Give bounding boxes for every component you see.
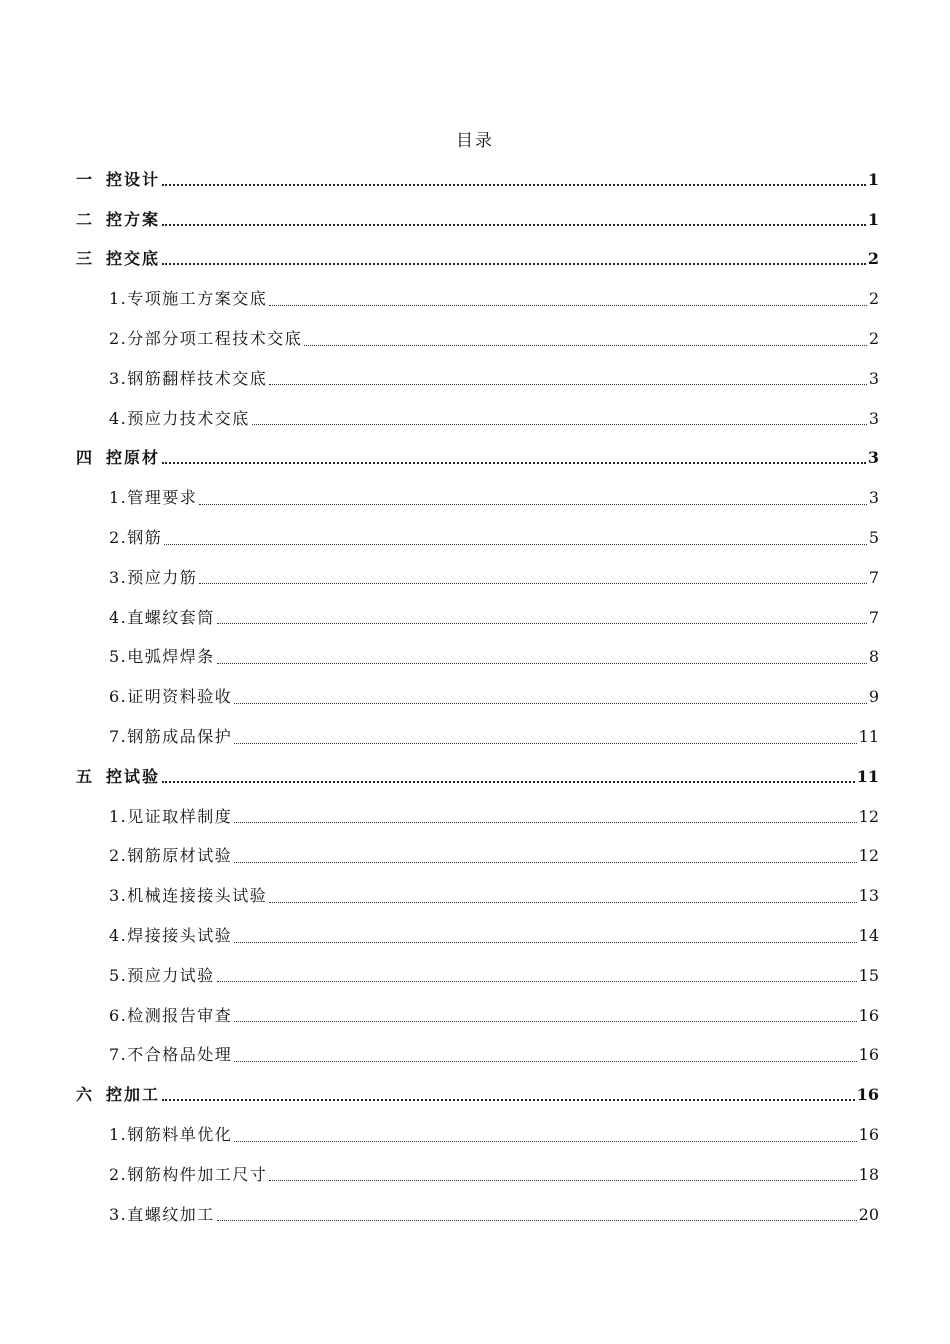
toc-entry-number: 5.: [109, 647, 128, 667]
dot-leader: [269, 384, 867, 385]
toc-entry-number: 六: [76, 1085, 93, 1105]
toc-entry-label: 钢筋: [127, 528, 163, 548]
dot-leader: [217, 663, 867, 664]
toc-entry-label: 控设计: [106, 169, 161, 189]
dot-leader: [199, 583, 867, 584]
toc-subsection-entry[interactable]: [76, 478, 879, 518]
toc-entry-label: 机械连接接头试验: [127, 886, 268, 906]
toc-subsection-entry[interactable]: [76, 558, 879, 598]
toc-entry-label: 见证取样制度: [127, 806, 233, 826]
toc-subsection-entry[interactable]: [76, 638, 879, 678]
toc-subsection-entry[interactable]: [76, 399, 879, 439]
toc-entry-page-number: 18: [858, 1164, 879, 1184]
toc-section-entry[interactable]: [76, 439, 879, 479]
toc-subsection-entry[interactable]: [76, 916, 879, 956]
toc-entry-page-number: 3: [868, 408, 879, 428]
toc-subsection-entry[interactable]: [76, 797, 879, 837]
toc-entry-page-number: 11: [858, 727, 879, 747]
dot-leader: [234, 942, 856, 943]
toc-entry-label: 直螺纹套筒: [127, 607, 215, 627]
toc-entry-number: 6.: [109, 1005, 128, 1025]
toc-entry-label: 控交底: [106, 249, 161, 269]
dot-leader: [234, 862, 856, 863]
dot-leader: [304, 345, 867, 346]
toc-entry-page-number: 14: [858, 926, 879, 946]
toc-list: [76, 160, 879, 1235]
toc-entry-page-number: 9: [868, 687, 879, 707]
toc-entry-label: 不合格品处理: [127, 1045, 233, 1065]
dot-leader: [164, 544, 867, 545]
toc-entry-label: 检测报告审查: [127, 1005, 233, 1025]
dot-leader: [234, 1021, 856, 1022]
toc-entry-label: 钢筋翻样技术交底: [127, 368, 268, 388]
toc-entry-number: 4.: [109, 408, 128, 428]
toc-subsection-entry[interactable]: [76, 359, 879, 399]
dot-leader: [234, 1141, 856, 1142]
dot-leader: [217, 981, 857, 982]
toc-entry-number: 三: [76, 249, 93, 269]
toc-entry-page-number: 3: [868, 488, 879, 508]
toc-entry-label: 分部分项工程技术交底: [127, 329, 303, 349]
toc-subsection-entry[interactable]: [76, 598, 879, 638]
toc-entry-label: 钢筋料单优化: [127, 1125, 233, 1145]
toc-section-entry[interactable]: [76, 160, 879, 200]
toc-subsection-entry[interactable]: [76, 876, 879, 916]
toc-title: 目录: [456, 131, 494, 151]
dot-leader: [252, 424, 867, 425]
toc-entry-label: 控方案: [106, 209, 161, 229]
toc-entry-page-number: 11: [856, 766, 879, 786]
toc-entry-page-number: 20: [858, 1204, 879, 1224]
toc-entry-label: 电弧焊焊条: [127, 647, 215, 667]
toc-section-entry[interactable]: [76, 200, 879, 240]
dot-leader: [162, 224, 866, 226]
toc-entry-page-number: 16: [858, 1005, 879, 1025]
toc-entry-number: 五: [76, 766, 93, 786]
toc-entry-page-number: 8: [868, 647, 879, 667]
toc-subsection-entry[interactable]: [76, 677, 879, 717]
toc-entry-number: 2.: [109, 528, 128, 548]
toc-entry-label: 预应力技术交底: [127, 408, 250, 428]
dot-leader: [234, 1061, 856, 1062]
toc-entry-page-number: 16: [858, 1125, 879, 1145]
dot-leader: [269, 305, 867, 306]
toc-subsection-entry[interactable]: [76, 717, 879, 757]
toc-entry-number: 4.: [109, 926, 128, 946]
dot-leader: [234, 743, 856, 744]
toc-entry-number: 4.: [109, 607, 128, 627]
toc-entry-number: 2.: [109, 1164, 128, 1184]
toc-entry-number: 1.: [109, 289, 128, 309]
toc-entry-page-number: 2: [868, 289, 879, 309]
dot-leader: [162, 184, 866, 186]
dot-leader: [162, 462, 866, 464]
toc-entry-page-number: 12: [858, 806, 879, 826]
toc-entry-label: 钢筋构件加工尺寸: [127, 1164, 268, 1184]
toc-entry-number: 3.: [109, 368, 128, 388]
toc-entry-label: 专项施工方案交底: [127, 289, 268, 309]
dot-leader: [162, 1099, 855, 1101]
toc-entry-number: 3.: [109, 1204, 128, 1224]
toc-entry-number: 一: [76, 169, 93, 189]
toc-subsection-entry[interactable]: [76, 996, 879, 1036]
toc-entry-number: 5.: [109, 965, 128, 985]
toc-entry-page-number: 7: [868, 567, 879, 587]
toc-subsection-entry[interactable]: [76, 1115, 879, 1155]
toc-entry-number: 1.: [109, 806, 128, 826]
toc-entry-label: 预应力筋: [127, 567, 198, 587]
toc-subsection-entry[interactable]: [76, 319, 879, 359]
toc-entry-number: 7.: [109, 1045, 128, 1065]
toc-entry-number: 1.: [109, 488, 128, 508]
toc-subsection-entry[interactable]: [76, 518, 879, 558]
dot-leader: [199, 504, 867, 505]
toc-subsection-entry[interactable]: [76, 1195, 879, 1235]
toc-entry-page-number: 12: [858, 846, 879, 866]
toc-entry-page-number: 7: [868, 607, 879, 627]
dot-leader: [234, 822, 856, 823]
toc-entry-number: 1.: [109, 1125, 128, 1145]
toc-entry-page-number: 5: [868, 528, 879, 548]
toc-entry-page-number: 15: [858, 965, 879, 985]
toc-section-entry[interactable]: [76, 240, 879, 280]
toc-entry-label: 控原材: [106, 448, 161, 468]
toc-entry-page-number: 2: [868, 329, 879, 349]
toc-entry-label: 控试验: [106, 766, 161, 786]
toc-subsection-entry[interactable]: [76, 279, 879, 319]
toc-entry-number: 四: [76, 448, 93, 468]
toc-entry-label: 证明资料验收: [127, 687, 233, 707]
toc-subsection-entry[interactable]: [76, 956, 879, 996]
toc-entry-page-number: 2: [867, 249, 879, 269]
toc-entry-page-number: 13: [858, 886, 879, 906]
toc-entry-page-number: 1: [867, 169, 879, 189]
toc-entry-number: 二: [76, 209, 93, 229]
dot-leader: [234, 703, 867, 704]
toc-section-entry[interactable]: [76, 1075, 879, 1115]
dot-leader: [217, 1220, 857, 1221]
toc-section-entry[interactable]: [76, 757, 879, 797]
toc-subsection-entry[interactable]: [76, 837, 879, 877]
dot-leader: [269, 902, 856, 903]
toc-entry-page-number: 1: [867, 209, 879, 229]
toc-subsection-entry[interactable]: [76, 1155, 879, 1195]
dot-leader: [162, 781, 855, 783]
toc-entry-label: 焊接接头试验: [127, 926, 233, 946]
toc-entry-page-number: 3: [867, 448, 879, 468]
toc-entry-number: 2.: [109, 329, 128, 349]
toc-entry-number: 2.: [109, 846, 128, 866]
toc-entry-number: 3.: [109, 567, 128, 587]
toc-entry-number: 6.: [109, 687, 128, 707]
toc-entry-number: 7.: [109, 727, 128, 747]
toc-entry-label: 钢筋成品保护: [127, 727, 233, 747]
dot-leader: [217, 623, 867, 624]
toc-entry-label: 直螺纹加工: [127, 1204, 215, 1224]
toc-entry-page-number: 3: [868, 368, 879, 388]
dot-leader: [162, 263, 866, 265]
toc-entry-label: 钢筋原材试验: [127, 846, 233, 866]
toc-entry-label: 控加工: [106, 1085, 161, 1105]
toc-entry-number: 3.: [109, 886, 128, 906]
dot-leader: [269, 1180, 856, 1181]
toc-entry-label: 预应力试验: [127, 965, 215, 985]
toc-subsection-entry[interactable]: [76, 1036, 879, 1076]
toc-entry-page-number: 16: [858, 1045, 879, 1065]
toc-entry-label: 管理要求: [127, 488, 198, 508]
toc-entry-page-number: 16: [856, 1085, 879, 1105]
